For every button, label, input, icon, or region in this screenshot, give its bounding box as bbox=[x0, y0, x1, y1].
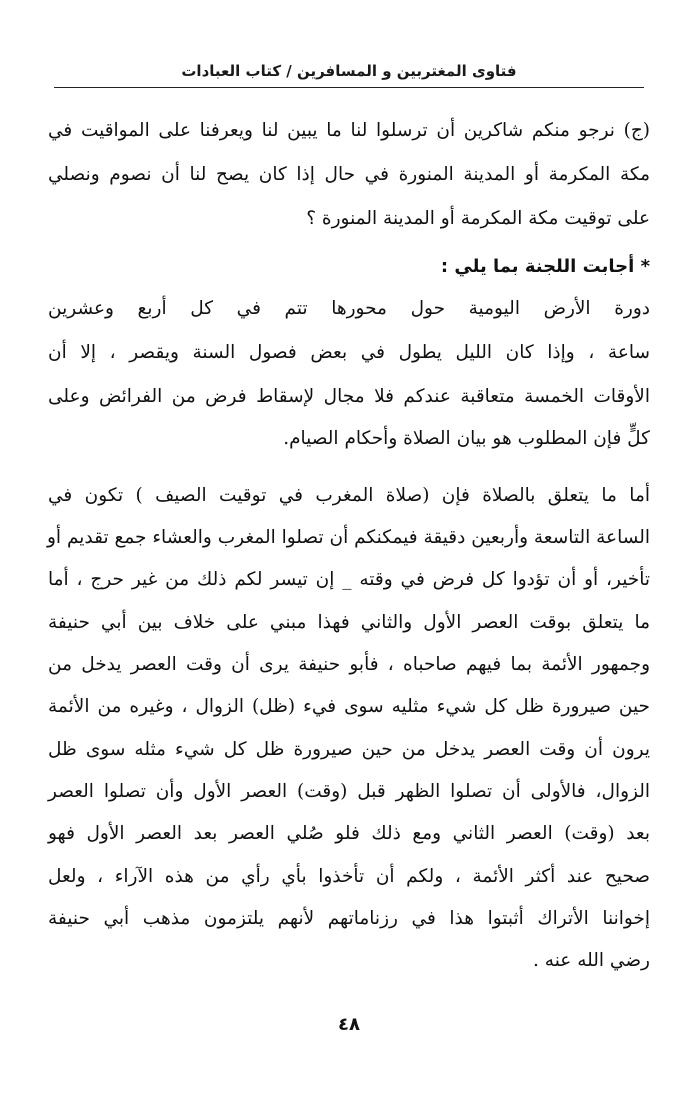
paragraph-line: صحيح عند أكثر الأئمة ، ولكم أن تأخذوا بأي رأي من هذه الآراء ، ولعل bbox=[48, 866, 650, 887]
paragraph-line: ساعة ، وإذا كان الليل يطول في بعض فصول السنة ويقصر ، إلا أن bbox=[48, 342, 650, 363]
paragraph-line: رضي الله عنه . bbox=[533, 950, 650, 971]
paragraph-line: ما يتعلق بوقت العصر الأول والثاني فهذا مبني على خلاف بين أبي حنيفة bbox=[48, 612, 650, 633]
paragraph-line: وجمهور الأئمة بما فيهم صاحباه ، فأبو حنيفة يرى أن وقت العصر يدخل من bbox=[48, 654, 650, 675]
paragraph-line: يرون أن وقت العصر يدخل من حين صيرورة ظل كل شيء مثله سوى ظل bbox=[48, 739, 650, 760]
question-line: على توقيت مكة المكرمة أو المدينة المنورة ؟ bbox=[306, 208, 650, 229]
paragraph-line: الساعة التاسعة وأربعين دقيقة فيمكنكم أن تصلوا المغرب والعشاء جمع تقديم أو bbox=[46, 527, 650, 548]
paragraph-line: أما ما يتعلق بالصلاة فإن (صلاة المغرب في توقيت الصيف ) تكون في bbox=[48, 485, 650, 506]
paragraph-line: تأخير، أو أن تؤدوا كل فرض في وقته _ إن تيسر لكم ذلك من غير حرج ، أما bbox=[48, 569, 651, 590]
paragraph-line: حين صيرورة ظل كل شيء مثليه سوى فيء (ظل) الزوال ، وغيره من الأئمة bbox=[48, 696, 650, 717]
paragraph-line: دورة الأرض اليومية حول محورها تتم في كل أربع وعشرين bbox=[48, 298, 650, 319]
paragraph-line: كلٍّ فإن المطلوب هو بيان الصلاة وأحكام الصيام. bbox=[283, 428, 650, 449]
answer-heading: * أجابت اللجنة بما يلي : bbox=[440, 256, 650, 277]
page-number: ٤٨ bbox=[338, 1014, 360, 1035]
question-line: مكة المكرمة أو المدينة المنورة في حال إذا كان يصح لنا أن نصوم ونصلي bbox=[48, 164, 650, 185]
paragraph-line: الأوقات الخمسة متعاقبة عندكم فلا مجال لإسقاط فرض من الفرائض وعلى bbox=[48, 386, 650, 407]
paragraph-line: إخواننا الأتراك أثبتوا هذا في رزناماتهم لأنهم يلتزمون مذهب أبي حنيفة bbox=[48, 908, 650, 929]
running-header-title: فتاوى المغتربين و المسافرين / كتاب العبادات bbox=[181, 62, 517, 80]
paragraph-line: بعد (وقت) العصر الثاني ومع ذلك فلو صُلي العصر بعد العصر الأول فهو bbox=[48, 823, 650, 844]
question-line: (ج) نرجو منكم شاكرين أن ترسلوا لنا ما يبين لنا ويعرفنا على المواقيت في bbox=[48, 120, 650, 141]
header-divider bbox=[54, 87, 644, 88]
paragraph-line: الزوال، فالأولى أن تصلوا الظهر قبل (وقت) العصر الأول وأن تصلوا العصر bbox=[48, 781, 650, 802]
